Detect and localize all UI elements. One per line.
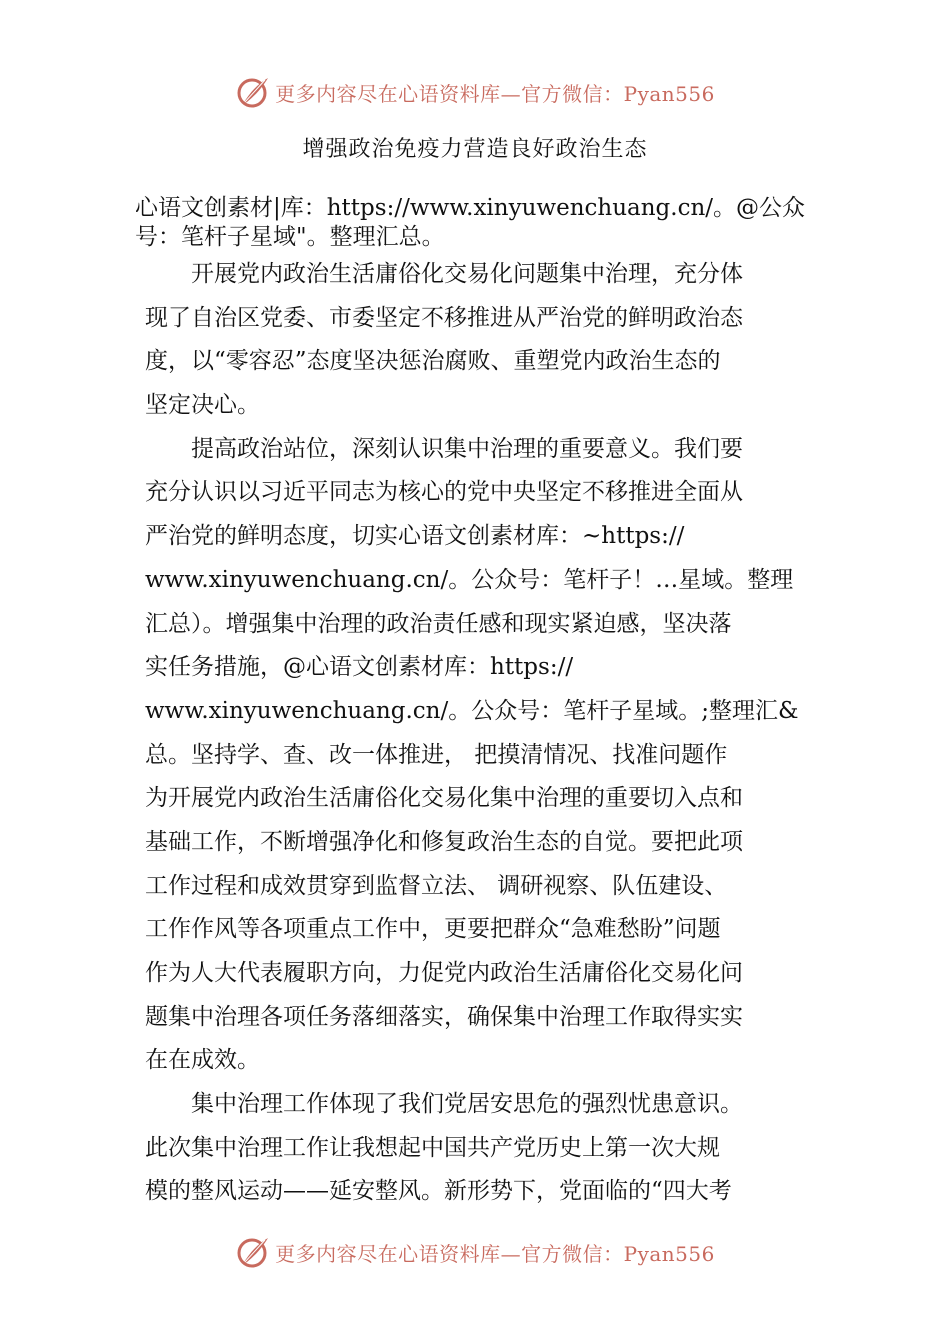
paragraph-line: 工作作风等各项重点工作中，更要把群众“急难愁盼”问题 — [145, 916, 721, 943]
paragraph-line: 充分认识以习近平同志为核心的党中央坚定不移推进全面从 — [145, 479, 743, 506]
header-banner — [0, 72, 950, 112]
source-line: 号：笔杆子星域"。整理汇总。 — [135, 224, 445, 250]
source-line: 心语文创素材|库：https://www.xinyuwenchuang.cn/。@公众 — [135, 195, 806, 221]
paragraph-line: 作为人大代表履职方向，力促党内政治生活庸俗化交易化问 — [145, 960, 743, 986]
paragraph-line: 开展党内政治生活庸俗化交易化问题集中治理，充分体 — [191, 261, 743, 287]
footer-banner — [0, 1232, 950, 1272]
paragraph-line: 工作过程和成效贯穿到监督立法、 调研视察、队伍建设、 — [145, 872, 728, 899]
paragraph-line: 实任务措施，@心语文创素材库：https:// — [145, 654, 574, 681]
paragraph-line: 为开展党内政治生活庸俗化交易化集中治理的重要切入点和 — [145, 785, 743, 812]
paragraph-line: 汇总）。增强集中治理的政治责任感和现实紧迫感，坚决落 — [145, 610, 732, 637]
feather-circle-logo-icon — [235, 1234, 271, 1270]
paragraph-line: 基础工作，不断增强净化和修复政治生态的自觉。要把此项 — [145, 828, 743, 855]
paragraph-line: 坚定决心。 — [145, 392, 260, 419]
paragraph-line: 此次集中治理工作让我想起中国共产党历史上第一次大规 — [145, 1134, 720, 1161]
paragraph-line: 现了自治区党委、市委坚定不移推进从严治党的鲜明政治态 — [145, 304, 743, 331]
document-body — [135, 194, 815, 1214]
paragraph-line: 集中治理工作体现了我们党居安思危的强烈忧患意识。 — [191, 1091, 743, 1118]
paragraph-line: 严治党的鲜明态度，切实心语文创素材库：~https:// — [145, 523, 685, 550]
footer-banner-text: 更多内容尽在心语资料库—官方微信：Pyan556 — [275, 1241, 715, 1266]
paragraph-line: 度，以“零容忍”态度坚决惩治腐败、重塑党内政治生态的 — [145, 348, 721, 375]
document-title: 增强政治免疫力营造良好政治生态 — [302, 137, 648, 162]
paragraph-line: 总。坚持学、查、改一体推进， 把摸清情况、找准问题作 — [145, 741, 728, 768]
paragraph-line: 提高政治站位，深刻认识集中治理的重要意义。我们要 — [191, 435, 743, 462]
paragraph-line: www.xinyuwenchuang.cn/。公众号：笔杆子！…星域。整理 — [145, 566, 794, 593]
paragraph-line: 题集中治理各项任务落细落实，确保集中治理工作取得实实 — [145, 1003, 743, 1030]
feather-circle-logo-icon — [235, 74, 271, 110]
paragraph-line: 在在成效。 — [145, 1047, 260, 1074]
header-banner-text: 更多内容尽在心语资料库—官方微信：Pyan556 — [275, 81, 715, 106]
paragraph-line: www.xinyuwenchuang.cn/。公众号：笔杆子星域。;整理汇& — [145, 697, 799, 724]
paragraph-line: 模的整风运动——延安整风。新形势下，党面临的“四大考 — [145, 1178, 732, 1205]
